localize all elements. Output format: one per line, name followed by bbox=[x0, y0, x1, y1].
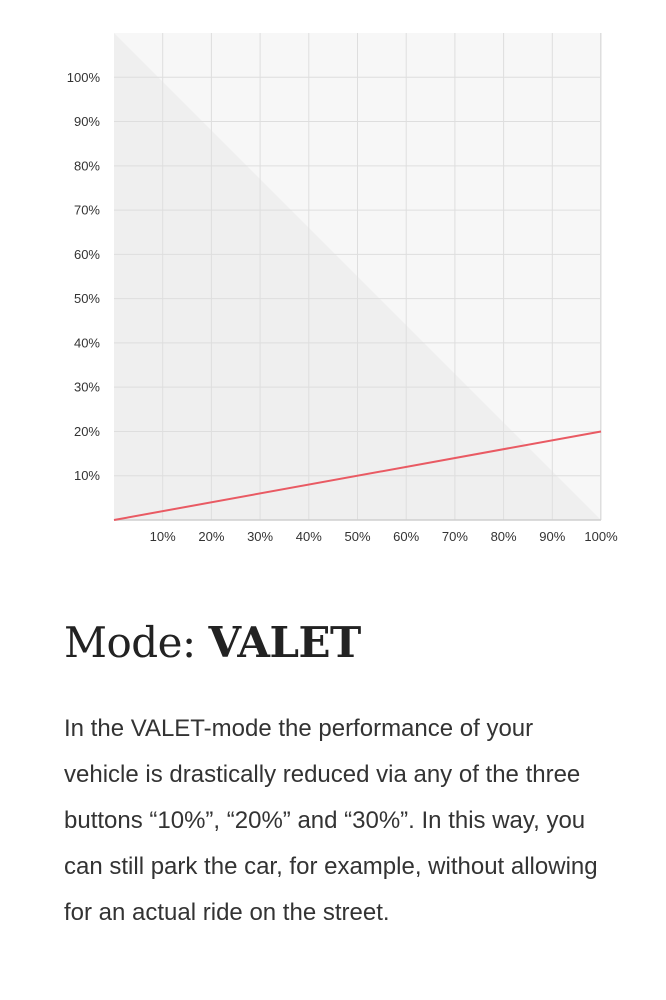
x-tick-label: 10% bbox=[149, 529, 176, 544]
mode-value: VALET bbox=[208, 618, 361, 667]
y-tick-labels bbox=[67, 70, 101, 483]
y-tick-label: 40% bbox=[73, 335, 100, 351]
y-tick-label: 50% bbox=[73, 291, 100, 307]
x-tick-labels bbox=[150, 529, 618, 544]
x-tick-label: 80% bbox=[490, 529, 517, 544]
x-tick-label: 70% bbox=[441, 529, 468, 544]
mode-heading bbox=[64, 618, 361, 667]
mode-description: In the VALET-mode the performance of your vehicle is drastically reduced via any of the three buttons “10%”, “20%” and “30%”. In this way, you can still park the car, for example, without allowing for an actual ride on the street. bbox=[64, 715, 598, 926]
x-tick-label: 20% bbox=[198, 529, 225, 544]
y-tick-label: 70% bbox=[73, 202, 100, 218]
x-tick-label: 100% bbox=[584, 529, 618, 544]
y-tick-label: 80% bbox=[73, 158, 100, 174]
y-tick-label: 100% bbox=[66, 69, 100, 85]
y-tick-label: 60% bbox=[73, 246, 100, 262]
y-tick-label: 30% bbox=[73, 379, 100, 395]
x-tick-label: 90% bbox=[539, 529, 566, 544]
x-tick-label: 50% bbox=[344, 529, 371, 544]
y-tick-label: 90% bbox=[73, 114, 100, 130]
mode-label: Mode: bbox=[64, 618, 196, 667]
x-tick-label: 30% bbox=[247, 529, 274, 544]
x-tick-label: 60% bbox=[393, 529, 420, 544]
y-tick-label: 20% bbox=[73, 423, 100, 439]
y-tick-label: 10% bbox=[73, 468, 100, 484]
x-tick-label: 40% bbox=[295, 529, 322, 544]
